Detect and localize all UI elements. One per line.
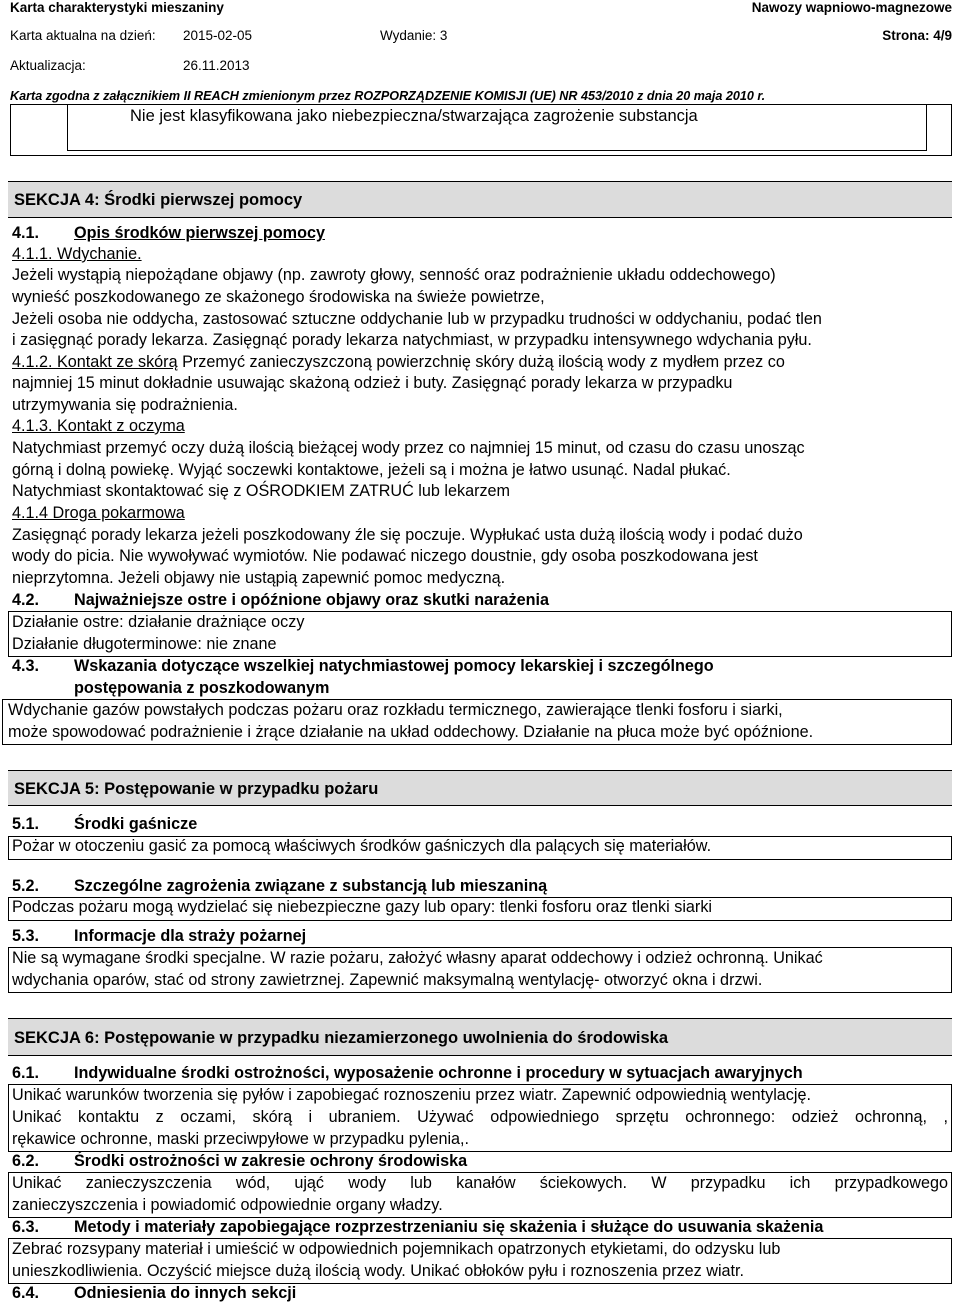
- paragraph-line: rękawice ochronne, maski przeciwpyłowe w przypadku pylenia,.: [12, 1130, 470, 1148]
- subsection-title: Szczególne zagrożenia związane z substancją lub mieszaniną: [74, 877, 548, 895]
- paragraph-line: Natychmiast skontaktować się z OŚRODKIEM ZATRUĆ lub lekarzem: [12, 482, 511, 500]
- paragraph-line: Natychmiast przemyć oczy dużą ilością bieżącej wody przez co najmniej 15 minut, od czasu do czasu unosząc: [12, 439, 805, 457]
- subsection-number: 4.3.: [12, 657, 40, 675]
- paragraph-line: zanieczyszczenia i powiadomić odpowiednie organy władzy.: [12, 1196, 443, 1214]
- paragraph-line: i zasięgnąć porady lekarza. Zasięgnąć porady lekarza natychmiast, w przypadku intensywnego wdychania pyłu.: [12, 331, 812, 349]
- paragraph-line: Zasięgnąć porady lekarza jeżeli poszkodowany źle się poczuje. Wypłukać usta dużą ilością wody i podać dużo: [12, 526, 803, 544]
- paragraph-line: Podczas pożaru mogą wydzielać się niebezpieczne gazy lub opary: tlenki fosforu oraz tlenki siarki: [12, 898, 713, 916]
- product-name: Nawozy wapniowo-magnezowe: [751, 0, 952, 15]
- paragraph-line: Jeżeli osoba nie oddycha, zastosować sztuczne oddychanie lub w przypadku trudności w oddychaniu, podać tlen: [12, 310, 822, 328]
- section-5-title: SEKCJA 5: Postępowanie w przypadku pożaru: [14, 780, 379, 798]
- subsection-number: 6.1.: [12, 1064, 40, 1082]
- subsection-6-4-heading: [12, 1283, 296, 1305]
- update-label: Aktualizacja:: [10, 58, 86, 73]
- paragraph-line: Działanie ostre: działanie drażniące oczy: [12, 613, 305, 631]
- section-6-title: SEKCJA 6: Postępowanie w przypadku niezamierzonego uwolnienia do środowiska: [14, 1029, 669, 1047]
- subsection-6-1-heading: [12, 1063, 803, 1085]
- subsection-title: Najważniejsze ostre i opóźnione objawy oraz skutki narażenia: [74, 591, 549, 609]
- subsection-4-1-2-line: [12, 352, 785, 374]
- subsection-number: 6.2.: [12, 1152, 40, 1170]
- subsection-number: 6.4.: [12, 1284, 40, 1302]
- paragraph-line: Unikać zanieczyszczenia wód, ująć wody lub kanałów ściekowych. W przypadku ich przypadkowego: [12, 1174, 948, 1192]
- paragraph-line: może spowodować podrażnienie i żrące działanie na układ oddechowy. Działanie na płuca może być opóźnione.: [8, 723, 814, 741]
- subsection-4-2-heading: [12, 590, 549, 612]
- subsection-title: Odniesienia do innych sekcji: [74, 1284, 297, 1302]
- section-4-header: [8, 181, 952, 218]
- subsection-number: 4.2.: [12, 591, 40, 609]
- section-5-header: [8, 770, 952, 806]
- subsection-number: 4.1.: [12, 224, 40, 242]
- paragraph-line: najmniej 15 minut dokładnie usuwając skażoną odzież i buty. Zasięgnąć porady lekarza w przypadku: [12, 374, 733, 392]
- paragraph-line: Zebrać rozsypany materiał i umieścić w odpowiednich pojemnikach opatrzonych etykietami, do odzysku lub: [12, 1240, 781, 1258]
- subsection-title-continued: postępowania z poszkodowanym: [74, 679, 330, 697]
- subsection-5-2-heading: [12, 876, 547, 898]
- paragraph-line: wynieść poszkodowanego ze skażonego środowiska na świeże powietrze,: [12, 288, 545, 306]
- paragraph-line: Pożar w otoczeniu gasić za pomocą właściwych środków gaśniczych dla palących się materiałów.: [12, 837, 712, 855]
- subsection-title: Metody i materiały zapobiegające rozprzestrzenianiu się skażenia i służące do usuwania skażenia: [74, 1218, 824, 1236]
- section-4-title: SEKCJA 4: Środki pierwszej pomocy: [14, 191, 303, 209]
- compliance-note: Karta zgodna z załącznikiem II REACH zmienionym przez ROZPORZĄDZENIE KOMISJI (UE) NR 453/2010 z dnia 20 maja 2010 r.: [10, 89, 766, 103]
- subsection-4-3-heading: [12, 656, 714, 678]
- subsection-title: Środki ostrożności w zakresie ochrony środowiska: [74, 1152, 468, 1170]
- subsection-title: 4.1.2. Kontakt ze skórą: [12, 353, 178, 371]
- paragraph-line: Jeżeli wystąpią niepożądane objawy (np. zawroty głowy, senność oraz podrażnienie układu oddechowego): [12, 266, 776, 284]
- subsection-4-1-1-title: 4.1.1. Wdychanie.: [12, 245, 142, 263]
- page-number: Strona: 4/9: [882, 28, 952, 43]
- subsection-title: Indywidualne środki ostrożności, wyposażenie ochronne i procedury w sytuacjach awaryjnych: [74, 1064, 803, 1082]
- subsection-number: 5.3.: [12, 927, 40, 945]
- paragraph-line: wdychania oparów, stać od strony zawietrznej. Zapewnić maksymalną wentylację- otworzyć okna i drzwi.: [12, 971, 763, 989]
- paragraph-line: unieszkodliwienia. Oczyścić miejsce dużą ilością wody. Unikać obłoków pyłu i roznoszenia przez wiatr.: [12, 1262, 745, 1280]
- date-value: 2015-02-05: [183, 28, 253, 43]
- subsection-number: 5.1.: [12, 815, 40, 833]
- subsection-4-1-3-title: 4.1.3. Kontakt z oczyma: [12, 417, 185, 435]
- subsection-title: Opis środków pierwszej pomocy: [74, 224, 325, 242]
- paragraph-line: górną i dolną powiekę. Wyjąć soczewki kontaktowe, jeżeli są i można je łatwo usunąć. Nadal płukać.: [12, 461, 731, 479]
- subsection-4-1-4-title: 4.1.4 Droga pokarmowa: [12, 504, 185, 522]
- subsection-title: Wskazania dotyczące wszelkiej natychmiastowej pomocy lekarskiej i szczególnego: [74, 657, 714, 675]
- subsection-title: Informacje dla straży pożarnej: [74, 927, 307, 945]
- paragraph-line: Działanie długoterminowe: nie znane: [12, 635, 277, 653]
- subsection-number: 6.3.: [12, 1218, 40, 1236]
- subsection-number: 5.2.: [12, 877, 40, 895]
- date-label: Karta aktualna na dzień:: [10, 28, 156, 43]
- subsection-5-1-heading: [12, 814, 197, 836]
- update-value: 26.11.2013: [183, 58, 250, 73]
- paragraph-line: Wdychanie gazów powstałych podczas pożaru oraz rozkładu termicznego, zawierające tlenki fosforu i siarki,: [8, 701, 783, 719]
- subsection-6-3-heading: [12, 1217, 823, 1239]
- paragraph-line: wody do picia. Nie wywoływać wymiotów. Nie podawać niczego doustnie, gdy osoba poszkodowana jest: [12, 547, 758, 565]
- subsection-4-1-heading: [12, 223, 325, 245]
- subsection-title: Środki gaśnicze: [74, 815, 198, 833]
- subsection-5-3-heading: [12, 926, 306, 948]
- edition-label: Wydanie: 3: [380, 28, 448, 43]
- classification-text: Nie jest klasyfikowana jako niebezpieczna/stwarzająca zagrożenie substancja: [130, 107, 698, 125]
- paragraph-text: Przemyć zanieczyszczoną powierzchnię skóry dużą ilością wody z mydłem przez co: [177, 353, 785, 371]
- paragraph-line: nieprzytomna. Jeżeli objawy nie ustąpią zapewnić pomoc medyczną.: [12, 569, 506, 587]
- paragraph-line: utrzymywania się podrażnienia.: [12, 396, 238, 414]
- document-title: Karta charakterystyki mieszaniny: [10, 0, 224, 15]
- paragraph-line: Unikać warunków tworzenia się pyłów i zapobiegać roznoszeniu przez wiatr. Zapewnić odpowiednią wentylację.: [12, 1086, 811, 1104]
- paragraph-line: Unikać kontaktu z oczami, skórą i ubraniem. Używać odpowiedniego sprzętu ochronnego: odzież ochronną, ,: [12, 1108, 948, 1126]
- paragraph-line: Nie są wymagane środki specjalne. W razie pożaru, założyć własny aparat oddechowy i odzież ochronną. Unikać: [12, 949, 823, 967]
- subsection-6-2-heading: [12, 1151, 467, 1173]
- section-6-header: [8, 1018, 952, 1056]
